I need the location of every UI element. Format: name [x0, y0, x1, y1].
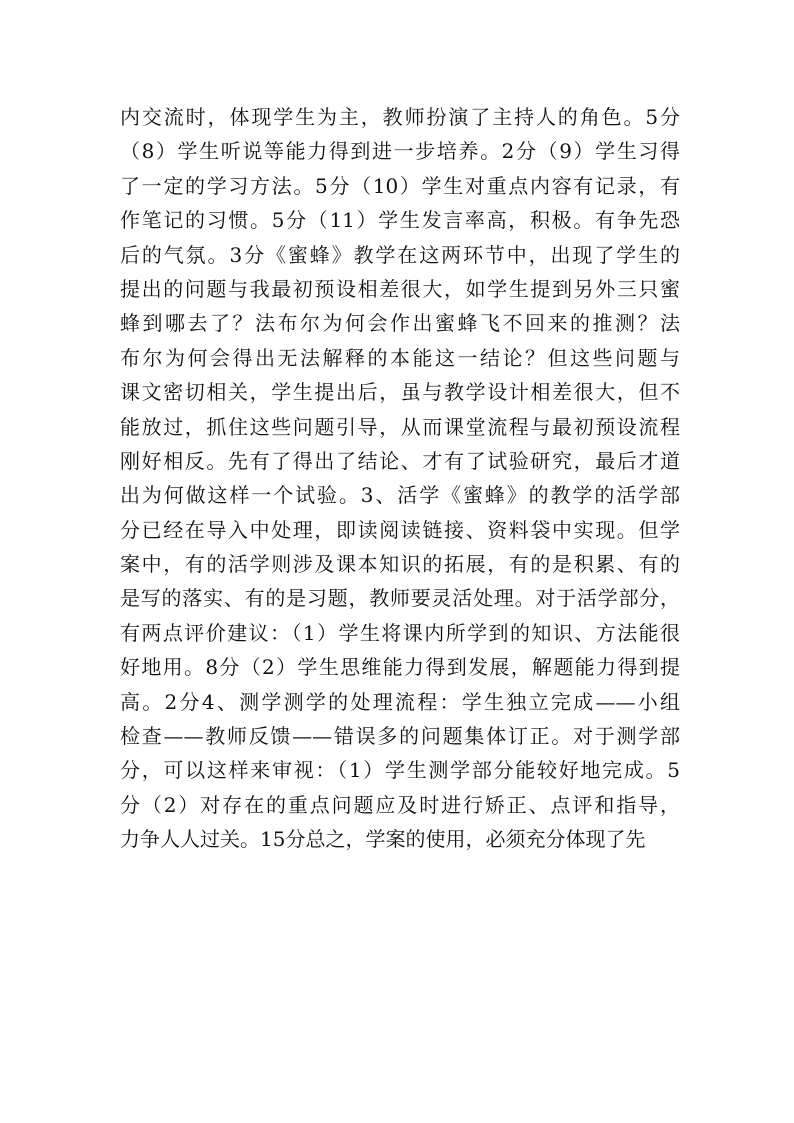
text-line: 出为何做这样一个试验。3、活学《蜜蜂》的教学的活学部 [120, 483, 680, 508]
text-line: 作笔记的习惯。5分（11）学生发言率高，积极。有争先恐 [120, 208, 680, 233]
text-line: 分，可以这样来审视：（1）学生测学部分能较好地完成。5 [120, 758, 680, 783]
text-line: （8）学生听说等能力得到进一步培养。2分（9）学生习得 [120, 139, 680, 164]
text-line: 了一定的学习方法。5分（10）学生对重点内容有记录，有 [120, 173, 680, 198]
text-line: 力争人人过关。15分总之，学案的使用，必须充分体现了先 [120, 827, 646, 852]
text-line: 好地用。8分（2）学生思维能力得到发展，解题能力得到提 [120, 655, 680, 680]
text-line: 能放过，抓住这些问题引导，从而课堂流程与最初预设流程 [120, 414, 680, 439]
text-line: 分（2）对存在的重点问题应及时进行矫正、点评和指导， [120, 792, 680, 817]
text-line: 检查——教师反馈——错误多的问题集体订正。对于测学部 [120, 724, 680, 749]
text-line: 是写的落实、有的是习题，教师要灵活处理。对于活学部分， [120, 586, 680, 611]
text-line: 内交流时，体现学生为主，教师扮演了主持人的角色。5分 [120, 105, 680, 129]
body-text [120, 100, 680, 857]
text-line: 提出的问题与我最初预设相差很大，如学生提到另外三只蜜 [120, 276, 680, 301]
text-line: 刚好相反。先有了得出了结论、才有了试验研究，最后才道 [120, 448, 680, 473]
text-line: 课文密切相关，学生提出后，虽与教学设计相差很大，但不 [120, 380, 680, 405]
text-line: 蜂到哪去了？法布尔为何会作出蜜蜂飞不回来的推测？法 [120, 311, 680, 336]
text-line: 布尔为何会得出无法解释的本能这一结论？但这些问题与 [120, 345, 680, 370]
text-line: 案中，有的活学则涉及课本知识的拓展，有的是积累、有的 [120, 552, 680, 577]
text-line: 高。2分4、测学测学的处理流程：学生独立完成——小组 [120, 689, 680, 714]
text-line: 后的气氛。3分《蜜蜂》教学在这两环节中，出现了学生的 [120, 242, 680, 267]
text-line: 有两点评价建议：（1）学生将课内所学到的知识、方法能很 [120, 620, 680, 645]
text-line: 分已经在导入中处理，即读阅读链接、资料袋中实现。但学 [120, 517, 680, 542]
